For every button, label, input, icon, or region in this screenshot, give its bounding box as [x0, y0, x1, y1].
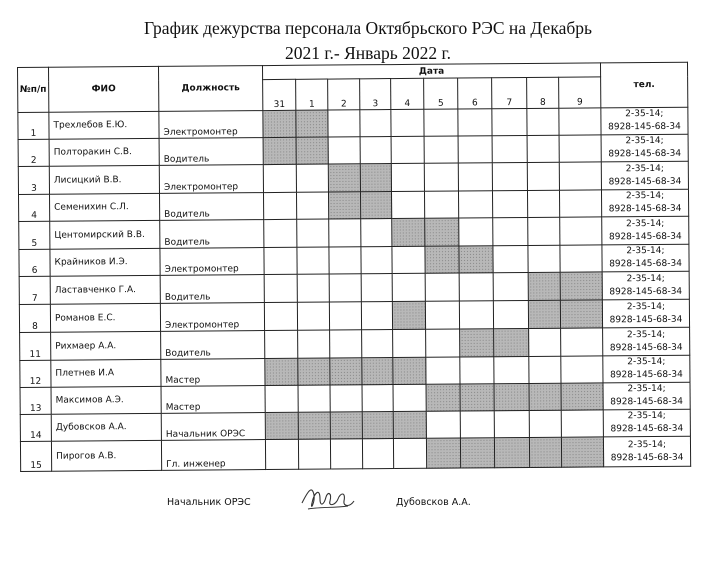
duty-cell-on: [528, 272, 560, 300]
duty-cell: [492, 108, 527, 135]
duty-cell: [393, 329, 426, 357]
duty-cell: [559, 135, 601, 162]
duty-cell: [362, 330, 393, 358]
phone-mobile: 8928-145-68-34: [609, 342, 683, 353]
duty-cell: [458, 136, 492, 163]
day-header: 6: [458, 78, 492, 109]
duty-cell: [528, 217, 560, 245]
document-title-line1: График дежурства персонала Октябрьского РЭС на Декабрь: [144, 18, 592, 38]
employee-position: Электромонтер: [160, 303, 264, 332]
header-date: Дата: [262, 63, 600, 80]
phone-cell: [602, 271, 689, 300]
duty-cell: [527, 162, 559, 190]
duty-cell-on: [298, 412, 330, 439]
duty-cell-on: [494, 437, 529, 467]
duty-cell: [425, 273, 459, 301]
phone-cell: [603, 382, 690, 410]
duty-cell-on: [296, 110, 328, 137]
duty-cell: [391, 163, 424, 191]
phone-cell: [602, 216, 689, 245]
duty-cell: [559, 108, 601, 135]
duty-cell: [329, 274, 361, 302]
duty-cell: [361, 219, 392, 247]
phone-mobile: 8928-145-68-34: [610, 452, 684, 463]
duty-cell-on: [528, 300, 560, 328]
phone-cell: [601, 189, 688, 217]
duty-cell: [559, 162, 601, 190]
duty-cell: [492, 190, 527, 217]
duty-cell: [264, 302, 297, 330]
row-number: 4: [19, 194, 50, 221]
row-number: 15: [20, 441, 51, 471]
duty-cell-on: [263, 110, 296, 137]
employee-position: Мастер: [161, 359, 265, 387]
duty-cell-on: [392, 301, 425, 329]
employee-position: Гл. инженер: [161, 440, 265, 471]
employee-position: Водитель: [159, 193, 263, 221]
employee-name: Романов Е.С.: [50, 303, 160, 332]
day-header: 3: [360, 79, 391, 110]
duty-cell-on: [330, 412, 362, 439]
phone-landline: 2-35-14;: [626, 218, 665, 229]
duty-cell: [561, 410, 603, 437]
employee-name: Крайников И.Э.: [50, 248, 160, 276]
employee-position: Электромонтер: [159, 111, 263, 139]
duty-cell: [494, 410, 529, 437]
duty-cell: [329, 219, 361, 247]
duty-cell: [330, 330, 362, 358]
duty-schedule-table: [17, 62, 691, 472]
duty-cell: [362, 385, 393, 412]
duty-cell-on: [529, 383, 561, 410]
duty-cell-on: [362, 358, 393, 385]
header-number: №п/п: [18, 67, 49, 112]
employee-name: Пирогов А.В.: [51, 440, 161, 471]
duty-cell-on: [494, 328, 529, 356]
day-header: 7: [492, 77, 527, 108]
row-number: 6: [19, 249, 50, 276]
phone-cell: [601, 107, 688, 135]
duty-cell: [329, 302, 361, 330]
duty-cell-on: [426, 384, 460, 411]
day-header: 31: [263, 79, 296, 110]
employee-name: Рихмаер А.А.: [51, 331, 161, 360]
row-number: 14: [20, 414, 51, 441]
header-fio: ФИО: [49, 66, 159, 112]
duty-cell: [459, 218, 493, 246]
duty-cell-on: [560, 300, 602, 328]
employee-name: Трехлебов Е.Ю.: [49, 111, 159, 139]
phone-cell: [603, 327, 690, 356]
duty-cell-on: [360, 164, 391, 192]
duty-cell-on: [296, 137, 328, 164]
duty-cell: [361, 302, 392, 330]
phone-landline: 2-35-14;: [627, 439, 667, 450]
phone-cell: [601, 161, 688, 190]
phone-landline: 2-35-14;: [626, 273, 665, 284]
duty-cell: [458, 109, 492, 136]
duty-cell: [361, 274, 392, 302]
duty-cell-on: [494, 383, 529, 410]
employee-name: Максимов А.Э.: [51, 386, 161, 414]
duty-cell: [529, 328, 561, 356]
duty-cell: [263, 164, 296, 192]
row-number: 7: [19, 276, 50, 304]
duty-cell-on: [460, 384, 494, 411]
duty-cell-on: [460, 438, 494, 468]
phone-mobile: 8928-145-68-34: [608, 203, 682, 215]
duty-cell: [424, 109, 458, 136]
duty-cell: [460, 357, 494, 384]
duty-cell-on: [362, 412, 393, 439]
duty-cell: [424, 191, 458, 218]
duty-cell: [265, 439, 298, 469]
duty-cell: [426, 411, 460, 438]
duty-cell: [265, 385, 298, 412]
duty-cell: [265, 330, 298, 358]
day-header: 9: [559, 77, 601, 108]
duty-cell: [426, 329, 460, 357]
duty-cell: [527, 108, 559, 135]
duty-cell: [492, 162, 527, 190]
row-number: 3: [18, 166, 49, 194]
duty-cell: [561, 328, 603, 356]
duty-cell: [459, 273, 493, 301]
duty-cell: [393, 384, 426, 411]
duty-cell: [527, 190, 559, 217]
duty-cell: [460, 411, 494, 438]
day-header: 1: [296, 79, 328, 110]
employee-position: Электромонтер: [159, 165, 263, 194]
duty-cell: [330, 439, 362, 469]
duty-cell-on: [460, 329, 494, 357]
schedule-body: [18, 107, 691, 471]
duty-cell-on: [393, 357, 426, 384]
phone-landline: 2-35-14;: [625, 190, 665, 202]
phone-landline: 2-35-14;: [627, 383, 666, 395]
employee-position: Водитель: [159, 138, 263, 166]
duty-cell: [459, 301, 493, 329]
day-header: 2: [328, 79, 360, 110]
employee-position: Водитель: [160, 220, 264, 249]
phone-mobile: 8928-145-68-34: [610, 396, 684, 408]
duty-cell-on: [265, 412, 298, 439]
duty-cell-on: [425, 246, 459, 273]
header-tel: тел.: [600, 62, 687, 108]
duty-cell-on: [298, 358, 330, 385]
phone-mobile: 8928-145-68-34: [610, 423, 684, 435]
duty-cell: [263, 192, 296, 219]
employee-name: Полторакин С.В.: [49, 138, 159, 166]
phone-landline: 2-35-14;: [627, 356, 666, 368]
phone-mobile: 8928-145-68-34: [608, 121, 681, 133]
duty-cell-on: [265, 358, 298, 385]
phone-cell: [603, 409, 690, 437]
duty-cell: [559, 190, 601, 217]
duty-cell: [392, 246, 425, 273]
row-number: 8: [19, 304, 50, 332]
phone-mobile: 8928-145-68-34: [608, 148, 682, 160]
duty-cell: [391, 109, 424, 136]
duty-cell: [297, 274, 329, 302]
phone-mobile: 8928-145-68-34: [608, 176, 682, 187]
row-number: 11: [20, 332, 51, 360]
duty-cell: [493, 272, 528, 300]
duty-cell: [329, 247, 361, 274]
duty-cell: [527, 135, 559, 162]
duty-cell: [424, 163, 458, 191]
employee-name: Центомирский В.В.: [50, 220, 160, 249]
phone-mobile: 8928-145-68-34: [609, 258, 682, 270]
row-number: 1: [18, 112, 49, 139]
duty-cell-on: [330, 358, 362, 385]
phone-mobile: 8928-145-68-34: [609, 286, 683, 297]
signature-title-label: Начальник ОРЭС: [167, 497, 251, 508]
duty-cell: [361, 247, 392, 274]
duty-cell: [493, 245, 528, 272]
phone-mobile: 8928-145-68-34: [609, 314, 683, 325]
duty-cell: [560, 217, 602, 245]
phone-landline: 2-35-14;: [625, 108, 664, 120]
duty-cell: [296, 164, 328, 192]
duty-cell-on: [426, 438, 460, 468]
phone-cell: [602, 244, 689, 272]
employee-position: Электромонтер: [160, 248, 264, 276]
employee-name: Плетнев И.А: [51, 359, 161, 387]
employee-name: Лисицкий В.В.: [49, 165, 159, 194]
duty-cell: [297, 302, 329, 330]
duty-cell: [492, 135, 527, 162]
employee-position: Водитель: [160, 275, 264, 304]
phone-landline: 2-35-14;: [626, 245, 665, 257]
duty-cell: [298, 330, 330, 358]
duty-cell: [458, 191, 492, 218]
duty-cell: [425, 301, 459, 329]
day-header: 4: [391, 78, 424, 109]
phone-mobile: 8928-145-68-34: [610, 369, 683, 381]
employee-name: Дубовсков А.А.: [51, 413, 161, 441]
row-number: 12: [20, 360, 51, 387]
duty-cell-on: [561, 437, 603, 467]
duty-cell: [494, 356, 529, 383]
employee-position: Водитель: [161, 331, 265, 360]
phone-mobile: 8928-145-68-34: [608, 231, 682, 242]
header-position: Должность: [158, 66, 262, 112]
duty-cell: [561, 356, 603, 383]
employee-position: Мастер: [161, 386, 265, 414]
signature-icon: [298, 481, 358, 517]
duty-cell: [362, 439, 393, 469]
duty-cell-on: [459, 246, 493, 273]
duty-cell: [493, 217, 528, 245]
employee-name: Ластавченко Г.А.: [50, 275, 160, 304]
duty-cell-on: [360, 192, 391, 219]
duty-cell: [297, 219, 329, 247]
phone-cell: [601, 134, 688, 162]
duty-cell: [493, 300, 528, 328]
duty-cell: [426, 357, 460, 384]
phone-cell: [602, 299, 689, 328]
row-number: 13: [20, 387, 51, 414]
duty-cell: [297, 247, 329, 274]
duty-cell: [391, 191, 424, 218]
duty-cell: [264, 274, 297, 302]
duty-cell: [393, 438, 426, 468]
phone-landline: 2-35-14;: [625, 135, 664, 147]
phone-landline: 2-35-14;: [627, 410, 666, 422]
day-header: 5: [424, 78, 458, 109]
duty-cell: [264, 219, 297, 247]
duty-cell: [298, 385, 330, 412]
phone-landline: 2-35-14;: [626, 329, 666, 340]
duty-cell-on: [425, 218, 459, 246]
duty-cell: [458, 163, 492, 191]
duty-cell: [424, 136, 458, 163]
duty-cell: [529, 356, 561, 383]
employee-position: Начальник ОРЭС: [161, 413, 265, 441]
duty-cell-on: [561, 383, 603, 410]
document-title-line2: 2021 г.- Январь 2022 г.: [284, 43, 452, 63]
phone-cell: [603, 355, 690, 383]
duty-cell-on: [328, 192, 360, 219]
duty-cell-on: [393, 411, 426, 438]
duty-cell: [392, 273, 425, 301]
phone-landline: 2-35-14;: [625, 163, 664, 174]
duty-cell: [264, 247, 297, 274]
phone-landline: 2-35-14;: [626, 301, 666, 312]
duty-cell: [298, 439, 330, 469]
duty-cell: [328, 137, 360, 164]
duty-cell: [330, 385, 362, 412]
duty-cell: [296, 192, 328, 219]
duty-cell: [391, 136, 424, 163]
duty-cell: [528, 245, 560, 272]
row-number: 2: [18, 139, 49, 166]
duty-cell-on: [529, 437, 561, 467]
duty-cell: [328, 110, 360, 137]
duty-cell-on: [328, 164, 360, 192]
duty-cell: [360, 110, 391, 137]
signature-name-label: Дубовсков А.А.: [396, 497, 471, 508]
employee-name: Семенихин С.Л.: [50, 193, 160, 221]
row-number: 5: [19, 221, 50, 249]
duty-cell: [560, 245, 602, 272]
duty-cell-on: [560, 272, 602, 300]
phone-cell: [603, 436, 690, 467]
duty-cell: [360, 137, 391, 164]
table-row: [20, 436, 690, 471]
day-header: 8: [527, 77, 559, 108]
duty-cell: [529, 410, 561, 437]
duty-cell-on: [263, 137, 296, 164]
duty-cell-on: [392, 218, 425, 246]
